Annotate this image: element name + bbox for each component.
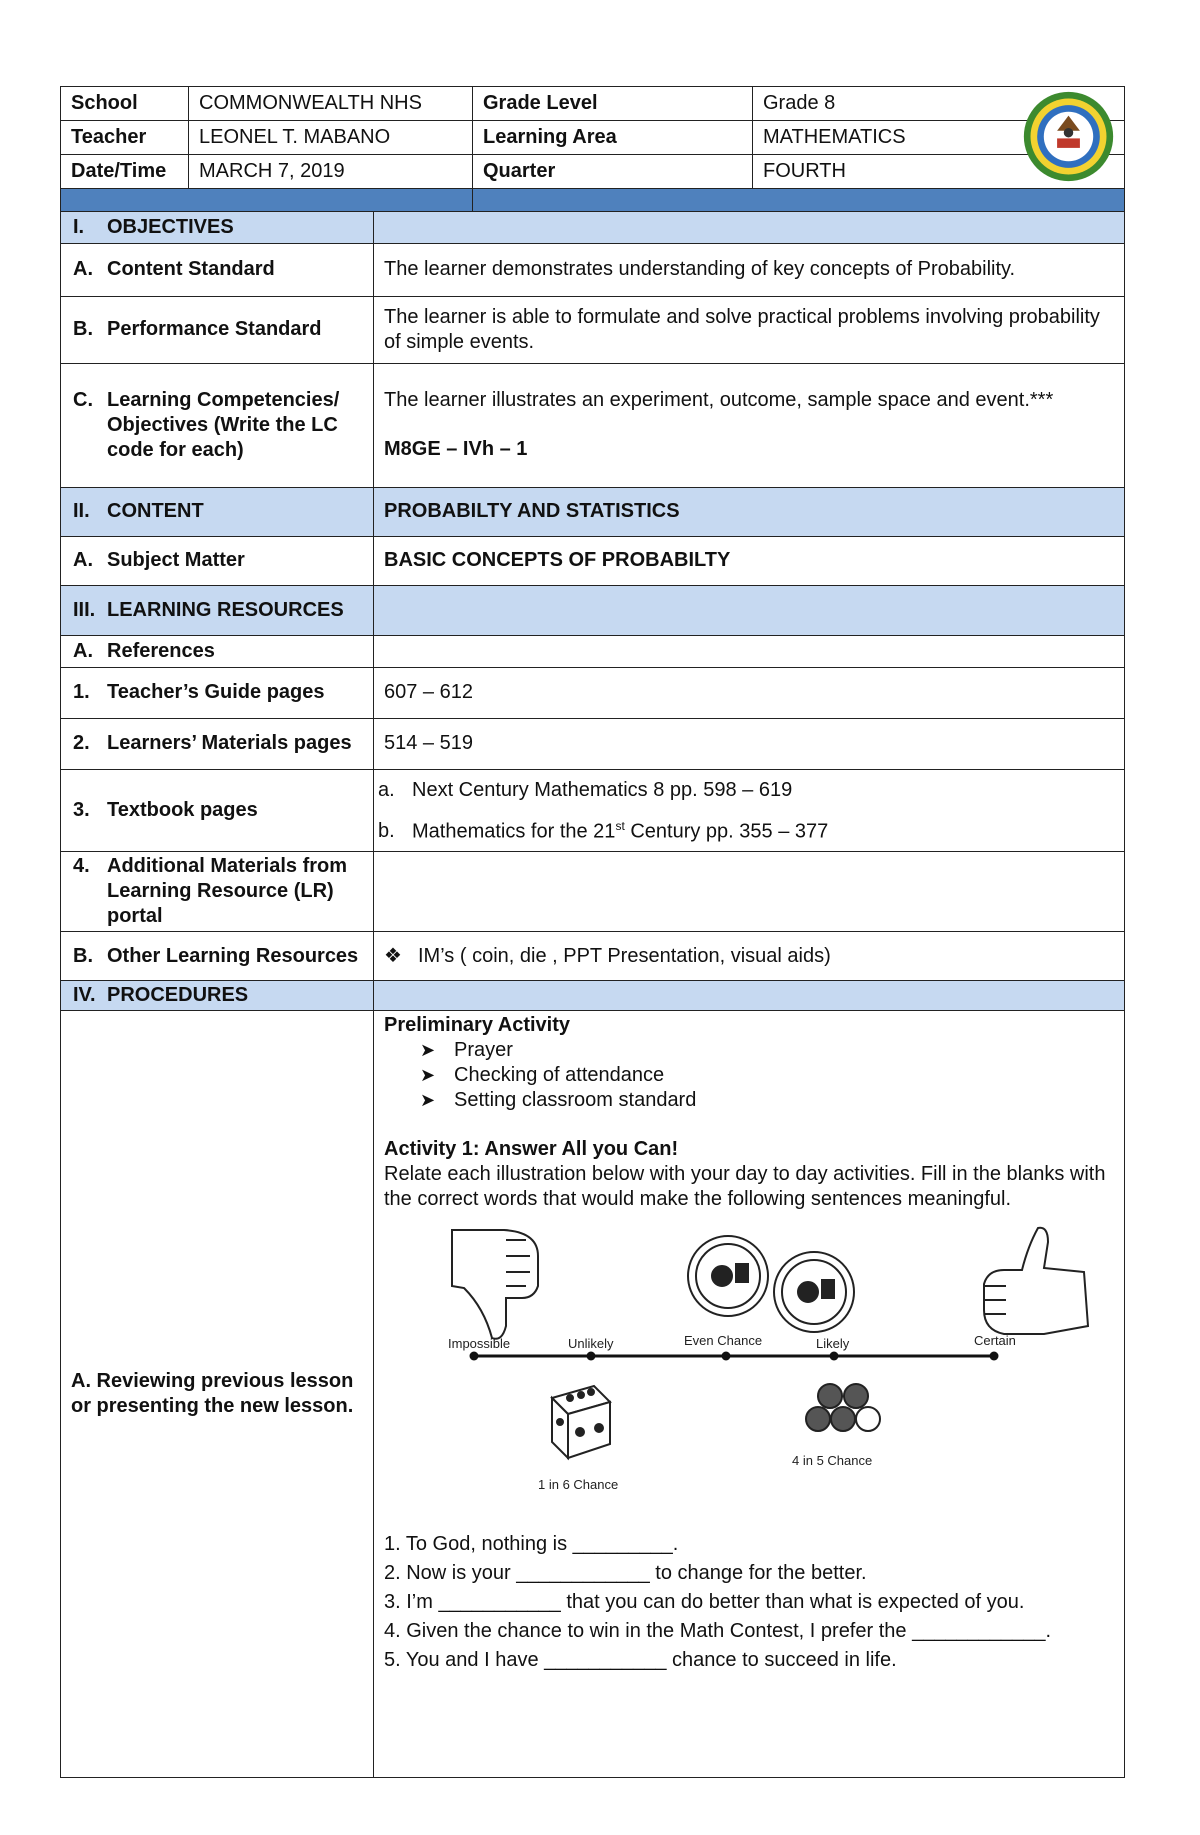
teacher-label: Teacher xyxy=(61,121,189,155)
scale-label-certain: Certain xyxy=(974,1333,1016,1349)
fill-in-blanks xyxy=(384,1530,1114,1675)
list-item: 2. Now is your ____________ to change for the better. xyxy=(384,1562,867,1585)
list-item: 5. You and I have ___________ chance to succeed in life. xyxy=(384,1649,897,1672)
area-label: Learning Area xyxy=(473,121,753,155)
thumbs-up-icon xyxy=(984,1228,1088,1334)
list-item: ➤ Prayer xyxy=(420,1038,1114,1063)
coin-icon xyxy=(774,1252,854,1332)
subject-matter-label: A. Subject Matter xyxy=(61,536,374,585)
activity-text: Relate each illustration below with your day to day activities. Fill in the blanks with the correct words that would make the following sentences meaningful. xyxy=(384,1163,1106,1211)
quarter-label: Quarter xyxy=(473,155,753,189)
probability-scale-illustration xyxy=(444,1226,1144,1516)
textbook-item-a: a. Next Century Mathematics 8 pp. 598 – 619 xyxy=(378,778,793,801)
die-icon xyxy=(552,1386,610,1458)
lc-code: M8GE – IVh – 1 xyxy=(384,438,528,460)
teacher-value: LEONEL T. MABANO xyxy=(189,121,473,155)
lesson-plan xyxy=(60,86,1124,1778)
competencies-value: The learner illustrates an experiment, outcome, sample space and event.*** xyxy=(384,389,1054,411)
grade-value: Grade 8 xyxy=(763,92,836,114)
subject-matter-value: BASIC CONCEPTS OF PROBABILTY xyxy=(374,536,1125,585)
textbook-item-b: b. Mathematics for the 21st Century pp. 355 – 377 xyxy=(378,818,829,843)
dice-chance-label: 1 in 6 Chance xyxy=(538,1477,619,1493)
performance-standard-value: The learner is able to formulate and solve practical problems involving probability of simple events. xyxy=(374,296,1125,363)
other-resources-label: B. Other Learning Resources xyxy=(61,932,374,981)
list-item: 1. To God, nothing is _________. xyxy=(384,1533,679,1556)
scale-label-unlikely: Unlikely xyxy=(568,1336,614,1352)
references-label: A. References xyxy=(61,635,374,667)
objectives-heading: I. OBJECTIVES xyxy=(61,211,374,243)
thumbs-down-icon xyxy=(452,1230,538,1339)
balls-chance-label: 4 in 5 Chance xyxy=(792,1453,873,1469)
competencies-label: C. Learning Competencies/ Objectives (Write the LC code for each) xyxy=(61,363,374,487)
procedures-heading: IV. PROCEDURES xyxy=(61,981,374,1011)
school-seal-logo xyxy=(1021,89,1116,184)
learners-materials-value: 514 – 519 xyxy=(374,718,1125,769)
list-item: 4. Given the chance to win in the Math Contest, I prefer the ____________. xyxy=(384,1620,1052,1643)
content-standard-value: The learner demonstrates understanding of key concepts of Probability. xyxy=(374,243,1125,296)
scale-label-even: Even Chance xyxy=(684,1333,763,1349)
scale-label-impossible: Impossible xyxy=(448,1336,511,1352)
teachers-guide-label: 1. Teacher’s Guide pages xyxy=(61,667,374,718)
main-table xyxy=(60,211,1125,1779)
grade-label: Grade Level xyxy=(473,87,753,121)
area-value: MATHEMATICS xyxy=(753,121,1125,155)
other-resources-value: IM’s ( coin, die , PPT Presentation, visual aids) xyxy=(418,944,831,967)
learners-materials-label: 2. Learners’ Materials pages xyxy=(61,718,374,769)
balls-icon xyxy=(806,1384,880,1431)
school-value: COMMONWEALTH NHS xyxy=(189,87,473,121)
additional-materials-label: 4. Additional Materials from Learning Resource (LR) portal xyxy=(61,852,374,932)
list-item: ➤ Checking of attendance xyxy=(420,1063,1114,1088)
activity-title: Activity 1: Answer All you Can! xyxy=(384,1138,679,1161)
school-label: School xyxy=(61,87,189,121)
coin-icon xyxy=(688,1236,768,1316)
list-item: 3. I’m ___________ that you can do better than what is expected of you. xyxy=(384,1591,1025,1614)
header-band-left xyxy=(61,189,473,212)
content-heading-value: PROBABILTY AND STATISTICS xyxy=(374,487,1125,536)
diamond-bullet-icon: ❖ xyxy=(384,944,402,967)
list-item: ➤ Setting classroom standard xyxy=(420,1088,1114,1113)
scale-label-likely: Likely xyxy=(816,1336,850,1352)
prelim-list xyxy=(384,1038,1114,1113)
content-standard-label: A. Content Standard xyxy=(61,243,374,296)
performance-standard-label: B. Performance Standard xyxy=(61,296,374,363)
header-band-right xyxy=(473,189,1125,212)
prelim-title: Preliminary Activity xyxy=(384,1014,571,1037)
teachers-guide-value: 607 – 612 xyxy=(374,667,1125,718)
content-heading: II. CONTENT xyxy=(61,487,374,536)
resources-heading: III. LEARNING RESOURCES xyxy=(61,585,374,635)
quarter-value: FOURTH xyxy=(753,155,1125,189)
header-table xyxy=(60,86,1125,212)
reviewing-label: A. Reviewing previous lesson or presenting the new lesson. xyxy=(61,1011,374,1778)
date-value: MARCH 7, 2019 xyxy=(189,155,473,189)
textbook-label: 3. Textbook pages xyxy=(61,769,374,852)
date-label: Date/Time xyxy=(61,155,189,189)
